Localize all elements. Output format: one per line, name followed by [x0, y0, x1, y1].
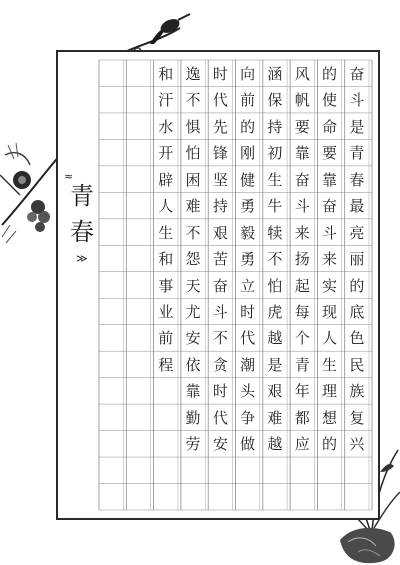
title-open-mark: ≈: [64, 170, 74, 183]
text-character: 青: [294, 355, 310, 374]
text-character: 风: [294, 64, 310, 83]
text-character: 斗: [294, 197, 310, 216]
text-character: 辟: [158, 170, 174, 189]
text-character: 牛: [267, 197, 283, 216]
text-character: 是: [349, 117, 365, 136]
text-character: 生: [322, 355, 338, 374]
text-character: 艰: [267, 382, 283, 401]
text-character: 汗: [158, 91, 174, 110]
text-character: 奋: [212, 276, 228, 295]
text-character: 的: [349, 276, 365, 295]
text-character: 的: [322, 435, 338, 454]
text-character: 不: [185, 223, 201, 242]
text-character: 命: [322, 117, 338, 136]
text-character: 毅: [240, 223, 256, 242]
text-character: 怕: [185, 144, 201, 163]
text-character: 起: [294, 276, 310, 295]
text-character: 犊: [267, 223, 283, 242]
text-character: 难: [185, 197, 201, 216]
text-character: 刚: [240, 144, 256, 163]
text-character: 安: [212, 435, 228, 454]
text-character: 斗: [322, 223, 338, 242]
text-character: 事: [158, 276, 174, 295]
text-character: 实: [322, 276, 338, 295]
text-character: 人: [158, 197, 174, 216]
text-character: 安: [185, 329, 201, 348]
text-character: 丽: [349, 250, 365, 269]
text-character: 立: [240, 276, 256, 295]
title-column: [60, 170, 100, 280]
text-character: 应: [294, 435, 310, 454]
text-character: 做: [240, 435, 256, 454]
text-character: 劳: [185, 435, 201, 454]
text-character: 勇: [240, 250, 256, 269]
text-character: 的: [240, 117, 256, 136]
text-character: 使: [322, 91, 338, 110]
text-character: 想: [322, 408, 338, 427]
text-character: 艰: [212, 223, 228, 242]
text-character: 不: [267, 250, 283, 269]
text-character: 前: [240, 91, 256, 110]
text-character: 程: [158, 355, 174, 374]
text-character: 勇: [240, 197, 256, 216]
text-character: 保: [267, 91, 283, 110]
text-character: 虎: [267, 302, 283, 321]
text-character: 复: [349, 408, 365, 427]
text-character: 代: [212, 408, 228, 427]
text-character: 亮: [349, 223, 365, 242]
text-character: 斗: [212, 302, 228, 321]
text-character: 怨: [185, 250, 201, 269]
text-character: 要: [322, 144, 338, 163]
text-character: 怕: [267, 276, 283, 295]
text-character: 困: [185, 170, 201, 189]
text-character: 贪: [212, 355, 228, 374]
text-character: 勤: [185, 408, 201, 427]
text-character: 坚: [212, 170, 228, 189]
text-character: 来: [322, 250, 338, 269]
text-character: 持: [267, 117, 283, 136]
text-character: 不: [212, 329, 228, 348]
text-character: 时: [212, 64, 228, 83]
text-character: 奋: [322, 197, 338, 216]
text-character: 锋: [212, 144, 228, 163]
text-character: 生: [267, 170, 283, 189]
text-character: 是: [267, 355, 283, 374]
text-character: 争: [240, 408, 256, 427]
text-character: 尤: [185, 302, 201, 321]
text-character: 的: [322, 64, 338, 83]
title-char-1: 青: [70, 182, 94, 210]
text-character: 靠: [294, 144, 310, 163]
text-character: 春: [349, 170, 365, 189]
text-character: 扬: [294, 250, 310, 269]
text-character: 每: [294, 302, 310, 321]
text-character: 依: [185, 355, 201, 374]
text-character: 不: [185, 91, 201, 110]
text-character: 靠: [322, 170, 338, 189]
title-close-mark: ≫: [76, 252, 88, 265]
text-character: 时: [240, 302, 256, 321]
text-character: 现: [322, 302, 338, 321]
text-character: 前: [158, 329, 174, 348]
text-character: 和: [158, 250, 174, 269]
text-character: 族: [349, 382, 365, 401]
text-character: 苦: [212, 250, 228, 269]
text-character: 奋: [294, 170, 310, 189]
text-character: 兴: [349, 435, 365, 454]
text-character: 斗: [349, 91, 365, 110]
text-character: 代: [240, 329, 256, 348]
text-character: 水: [158, 117, 174, 136]
text-character: 逸: [185, 64, 201, 83]
text-character: 越: [267, 435, 283, 454]
text-character: 惧: [185, 117, 201, 136]
text-character: 开: [158, 144, 174, 163]
text-character: 持: [212, 197, 228, 216]
text-character: 先: [212, 117, 228, 136]
text-character: 时: [212, 382, 228, 401]
text-character: 要: [294, 117, 310, 136]
text-character: 涵: [267, 64, 283, 83]
text-character: 健: [240, 170, 256, 189]
text-character: 底: [349, 302, 365, 321]
text-character: 越: [267, 329, 283, 348]
text-character: 色: [349, 329, 365, 348]
text-character: 奋: [349, 64, 365, 83]
text-character: 民: [349, 355, 365, 374]
text-character: 业: [158, 302, 174, 321]
text-character: 和: [158, 64, 174, 83]
text-character: 最: [349, 197, 365, 216]
text-character: 靠: [185, 382, 201, 401]
text-character: 初: [267, 144, 283, 163]
text-character: 头: [240, 382, 256, 401]
text-character: 向: [240, 64, 256, 83]
text-character: 难: [267, 408, 283, 427]
text-character: 人: [322, 329, 338, 348]
text-character: 个: [294, 329, 310, 348]
text-character: 青: [349, 144, 365, 163]
text-character: 潮: [240, 355, 256, 374]
text-character: 理: [322, 382, 338, 401]
text-character: 年: [294, 382, 310, 401]
text-character: 都: [294, 408, 310, 427]
text-character: 代: [212, 91, 228, 110]
text-character: 天: [185, 276, 201, 295]
title-char-2: 春: [70, 218, 94, 246]
text-character: 帆: [294, 91, 310, 110]
text-character: 来: [294, 223, 310, 242]
text-character: 生: [158, 223, 174, 242]
